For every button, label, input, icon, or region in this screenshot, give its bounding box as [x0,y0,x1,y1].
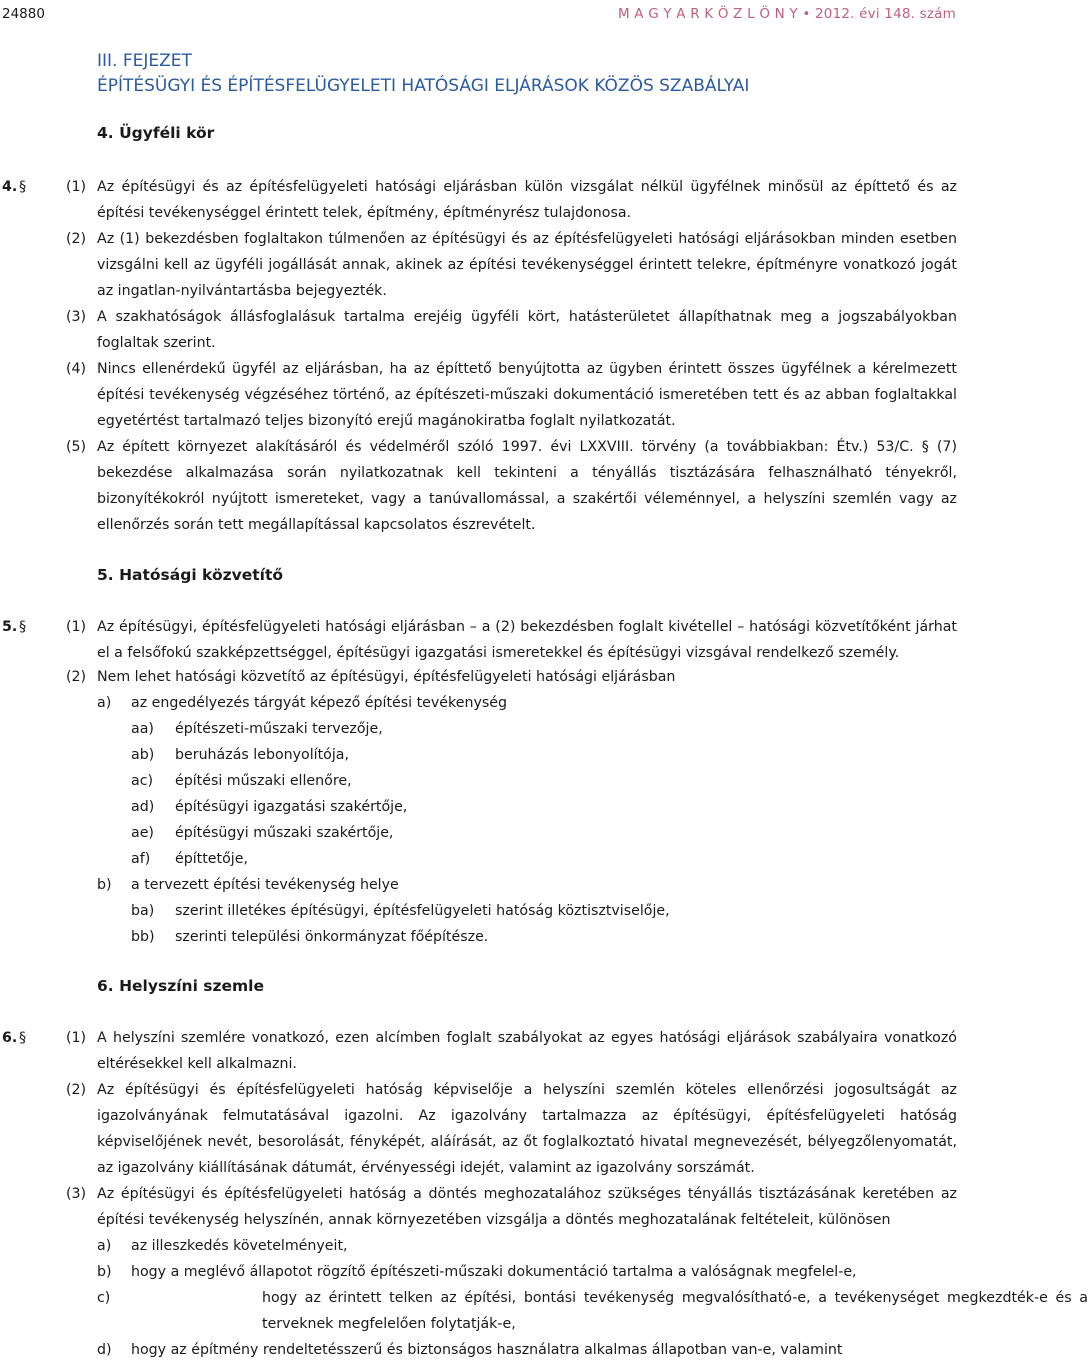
section-number: 5. [2,619,18,635]
section-number: 4. [2,179,18,195]
list-item: ae) építésügyi műszaki szakértője, [131,825,394,841]
s5-para-1 [0,614,960,666]
paragraph-number: (4) [66,361,87,377]
list-item: aa) építészeti-műszaki tervezője, [131,721,383,737]
paragraph-number: (2) [66,1082,87,1098]
list-item: ad) építésügyi igazgatási szakértője, [131,799,408,815]
list-item: ac) építési műszaki ellenőre, [131,773,352,789]
paragraph-number: (1) [66,619,87,635]
list-item: bb) szerinti települési önkormányzat főépítésze. [131,929,489,945]
journal-title: M A G Y A R K Ö Z L Ö N Y • 2012. évi 148. szám [617,6,956,22]
s4-para-2 [0,226,960,304]
section-symbol: § [19,179,27,195]
paragraph-number: (3) [66,309,87,325]
paragraph-text: Az építésügyi, építésfelügyeleti hatósági eljárásban – a (2) bekezdésben foglalt kivétellel – hatósági közvetítőként járhat el a felsőfokú szakképzettséggel, építésügyi igazgatási ismeretekkel és építésügyi vizsgával rendelkező személy. [97,619,957,661]
paragraph-text: Az (1) bekezdésben foglaltakon túlmenően az építésügyi és az építésfelügyeleti hatósági eljárásokban minden esetben vizsgálni kell az ügyféli jogállását annak, akinek az építési tevékenységgel érintett telekre, építményre vonatkozó jogát az ingatlan-nyilvántartásba bejegyezték. [97,231,957,299]
s6-para-1 [0,1025,960,1077]
list-item: ab) beruházás lebonyolítója, [131,747,349,763]
page-header [0,6,956,26]
list-item: b) a tervezett építési tevékenység helye [97,877,399,893]
paragraph-number: (2) [66,669,87,685]
paragraph-text: Nincs ellenérdekű ügyfél az eljárásban, ha az építtető benyújtotta az ügyben érintett összes ügyfélnek a kérelmezett építési tevékenység végzéséhez történő, az építészeti-műszaki dokumentáció ismeretében tett és az abban foglaltakkal egyetértést tartalmazó teljes bizonyító erejű magánokiratba foglalt nyilatkozatát. [97,361,957,429]
s5-para-2 [0,664,960,690]
list-item: ba) szerint illetékes építésügyi, építésfelügyeleti hatóság köztisztviselője, [131,903,670,919]
list-item: b) hogy a meglévő állapotot rögzítő építészeti-műszaki dokumentáció tartalma a valóságnak megfelel-e, [97,1264,857,1280]
list-item: a) az engedélyezés tárgyát képező építési tevékenység [97,695,507,711]
paragraph-text: Az épített környezet alakításáról és védelméről szóló 1997. évi LXXVIII. törvény (a továbbiakban: Étv.) 53/C. § (7) bekezdése alkalmazása során nyilatkozatnak kell tekinteni a tényállás tisztázására felhasználható tényekről, bizonyítékokról nyújtott ismereteket, vagy a tanúvallomással, a szakértői véleménnyel, a helyszíni szemlén vagy az ellenőrzés során tett megállapítással kapcsolatos észrevételt. [97,439,957,533]
s6-list [0,1233,1088,1363]
section-4-title: 4. Ügyféli kör [97,124,215,142]
paragraph-text: A helyszíni szemlére vonatkozó, ezen alcímben foglalt szabályokat az egyes hatósági eljárások szabályaira vonatkozó eltérésekkel kell alkalmazni. [97,1030,957,1072]
s5-list [0,690,960,950]
paragraph-text: A szakhatóságok állásfoglalásuk tartalma erejéig ügyféli kört, hatásterületet állapíthatnak meg a jogszabályokban foglaltak szerint. [97,309,957,351]
section-symbol: § [19,619,27,635]
paragraph-number: (5) [66,439,87,455]
section-symbol: § [19,1030,27,1046]
s4-para-4 [0,356,960,434]
paragraph-text: Az építésügyi és az építésfelügyeleti hatósági eljárásban külön vizsgálat nélkül ügyfélnek minősül az építtető és az építési tevékenységgel érintett telek, építmény, építményrész tulajdonosa. [97,179,957,221]
s4-para-1 [0,174,960,226]
chapter-heading [97,49,749,99]
section-number: 6. [2,1030,18,1046]
chapter-number: III. FEJEZET [97,51,192,71]
section-6-title: 6. Helyszíni szemle [97,977,265,995]
s6-para-2 [0,1077,960,1181]
paragraph-text: Az építésügyi és építésfelügyeleti hatóság a döntés meghozatalához szükséges tényállás tisztázásának keretében az építési tevékenység helyszínén, annak környezetében vizsgálja a döntés meghozatalának feltételeit, különösen [97,1186,957,1228]
paragraph-text: Nem lehet hatósági közvetítő az építésügyi, építésfelügyeleti hatósági eljárásban [97,669,676,685]
chapter-title: ÉPÍTÉSÜGYI ÉS ÉPÍTÉSFELÜGYELETI HATÓSÁGI ELJÁRÁSOK KÖZÖS SZABÁLYAI [97,76,750,96]
paragraph-number: (1) [66,1030,87,1046]
list-item: af) építtetője, [131,851,248,867]
paragraph-number: (3) [66,1186,87,1202]
paragraph-number: (2) [66,231,87,247]
s4-para-3 [0,304,960,356]
s6-para-3 [0,1181,960,1233]
s4-para-5 [0,434,960,538]
section-5-title: 5. Hatósági közvetítő [97,566,284,584]
paragraph-number: (1) [66,179,87,195]
list-item: c) hogy az érintett telken az építési, bontási tevékenység megvalósítható-e, a tevékenységet megkezdték-e és a terveknek megfelelően folytatják-e, [97,1290,1088,1332]
list-item: d) hogy az építmény rendeltetésszerű és biztonságos használatra alkalmas állapotban van-e, valamint [97,1342,843,1358]
paragraph-text: Az építésügyi és építésfelügyeleti hatóság képviselője a helyszíni szemlén köteles ellenőrzési jogosultságát az igazolványának felmutatásával igazolni. Az igazolvány tartalmazza az építésügyi, építésfelügyeleti hatóság képviselőjének nevét, besorolását, fényképét, aláírását, az őt foglalkoztató hivatal megnevezését, bélyegzőlenyomatát, az igazolvány kiállításának dátumát, érvényességi idejét, valamint az igazolvány sorszámát. [97,1082,957,1176]
page-number: 24880 [2,6,45,22]
list-item: a) az illeszkedés követelményeit, [97,1238,348,1254]
